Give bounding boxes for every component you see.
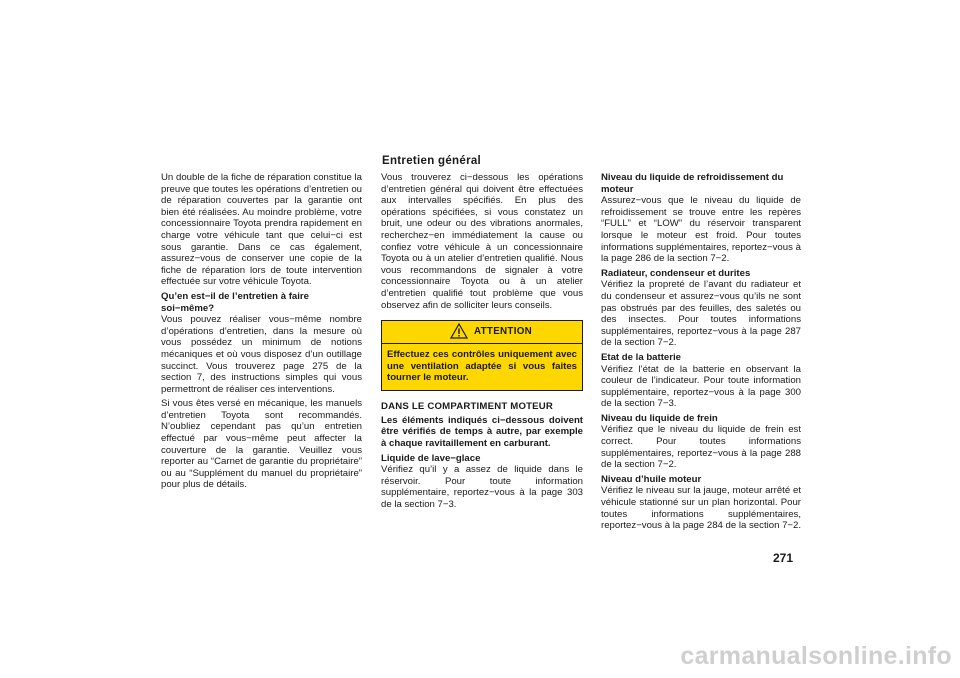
attention-text: Effectuez ces contrôles uniquement avec une ventilation adaptée si vous faites tourner le moteur. — [387, 349, 577, 384]
item-title: Radiateur, condenseur et durites — [601, 267, 751, 279]
attention-label: ATTENTION — [474, 326, 533, 338]
page-number: 271 — [773, 551, 794, 565]
subheading: Qu’en est−il de l’entretien à faire soi−même? — [161, 290, 309, 314]
paragraph: Vous trouverez ci−dessous les opérations d’entretien général qui doivent être effectuées aux intervalles spécifiés. En plus des opérations spécifiées, si vous constatez un bruit, une odeur ou des vibrations anormales, recherchez−en immédiatement la cause ou confiez votre véhicule à un concessionnaire Toyota ou à un atelier d’entretien qualifié. Nous vous recommandons de signaler à votre concessionnaire Toyota ou à un atelier d’entretien qualifié tout problème que vous observez afin de solliciter leurs conseils. — [381, 172, 583, 311]
item-text: Assurez−vous que le niveau du liquide de refroidissement se trouve entre les repères “FULL” et “LOW” du réservoir transparent lorsque le moteur est froid. Pour toutes informations supplémentaires, reportez−vous à la page 286 de la section 7−2. — [601, 195, 801, 265]
attention-header — [382, 321, 582, 344]
item-title: Etat de la batterie — [601, 351, 681, 363]
item-title: Niveau du liquide de frein — [601, 412, 718, 424]
column-left — [161, 172, 362, 494]
page-heading: Entretien général — [382, 155, 482, 167]
paragraph: Vous pouvez réaliser vous−même nombre d’opérations d’entretien, dans la mesure où vous possédez un minimum de notions mécaniques et où vous disposez d’un outillage succinct. Vous trouverez page 275 de la section 7, des instructions simples qui vous permettront de réaliser ces interventions. — [161, 314, 362, 395]
section-intro: Les éléments indiqués ci−dessous doivent être vérifiés de temps à autre, par exemple à chaque ravitaillement en carburant. — [381, 414, 583, 449]
item-text: Vérifiez qu’il y a assez de liquide dans le réservoir. Pour toute information supplémentaire, reportez−vous à la page 303 de la section 7−3. — [381, 464, 583, 510]
item-text: Vérifiez le niveau sur la jauge, moteur arrêté et véhicule stationné sur un plan horizontal. Pour toutes informations supplémentaires, reportez−vous à la page 284 de la section 7−2. — [601, 485, 802, 532]
item-title: Liquide de lave−glace — [381, 452, 481, 464]
column-right — [601, 172, 801, 535]
section-title: DANS LE COMPARTIMENT MOTEUR — [381, 401, 554, 413]
item-text: Vérifiez la propreté de l’avant du radiateur et du condenseur et assurez−vous qu’ils ne sont pas obstrués par des feuilles, des saletés ou des insectes. Pour toutes informations supplémentaires, reportez−vous à la page 287 de la section 7−2. — [601, 279, 801, 349]
item-text: Vérifiez l’état de la batterie en observant la couleur de l’indicateur. Pour toute information supplémentaire, reportez−vous à la page 300 de la section 7−3. — [601, 363, 801, 410]
item-text: Vérifiez que le niveau du liquide de frein est correct. Pour toutes informations supplémentaires, reportez−vous à la page 288 de la section 7−2. — [601, 424, 801, 471]
attention-box — [381, 320, 583, 391]
paragraph: Un double de la fiche de réparation constitue la preuve que toutes les opérations d’entretien ou de réparation couvertes par la garantie ont bien été réalisées. Au moindre problème, votre concessionnaire Toyota prendra rapidement en charge votre véhicule tant que celui−ci est sous garantie. Dans ce cas également, assurez−vous de conserver une copie de la fiche de réparation lors de toute intervention effectuée sur votre véhicule Toyota. — [161, 172, 362, 288]
item-title: Niveau du liquide de refroidissement du moteur — [601, 172, 784, 195]
watermark: carmanualsonline.info — [680, 642, 952, 670]
item-title: Niveau d’huile moteur — [601, 473, 702, 485]
paragraph: Si vous êtes versé en mécanique, les manuels d’entretien Toyota sont recommandés. N’oubliez cependant pas qu’un entretien effectué par vous−même peut affecter la couverture de la garantie. Veuillez vous reporter au “Carnet de garantie du propriétaire” ou au “Supplément du manuel du propriétaire” pour plus de détails. — [161, 398, 362, 491]
column-middle — [381, 172, 583, 513]
warning-triangle-icon — [450, 323, 468, 339]
